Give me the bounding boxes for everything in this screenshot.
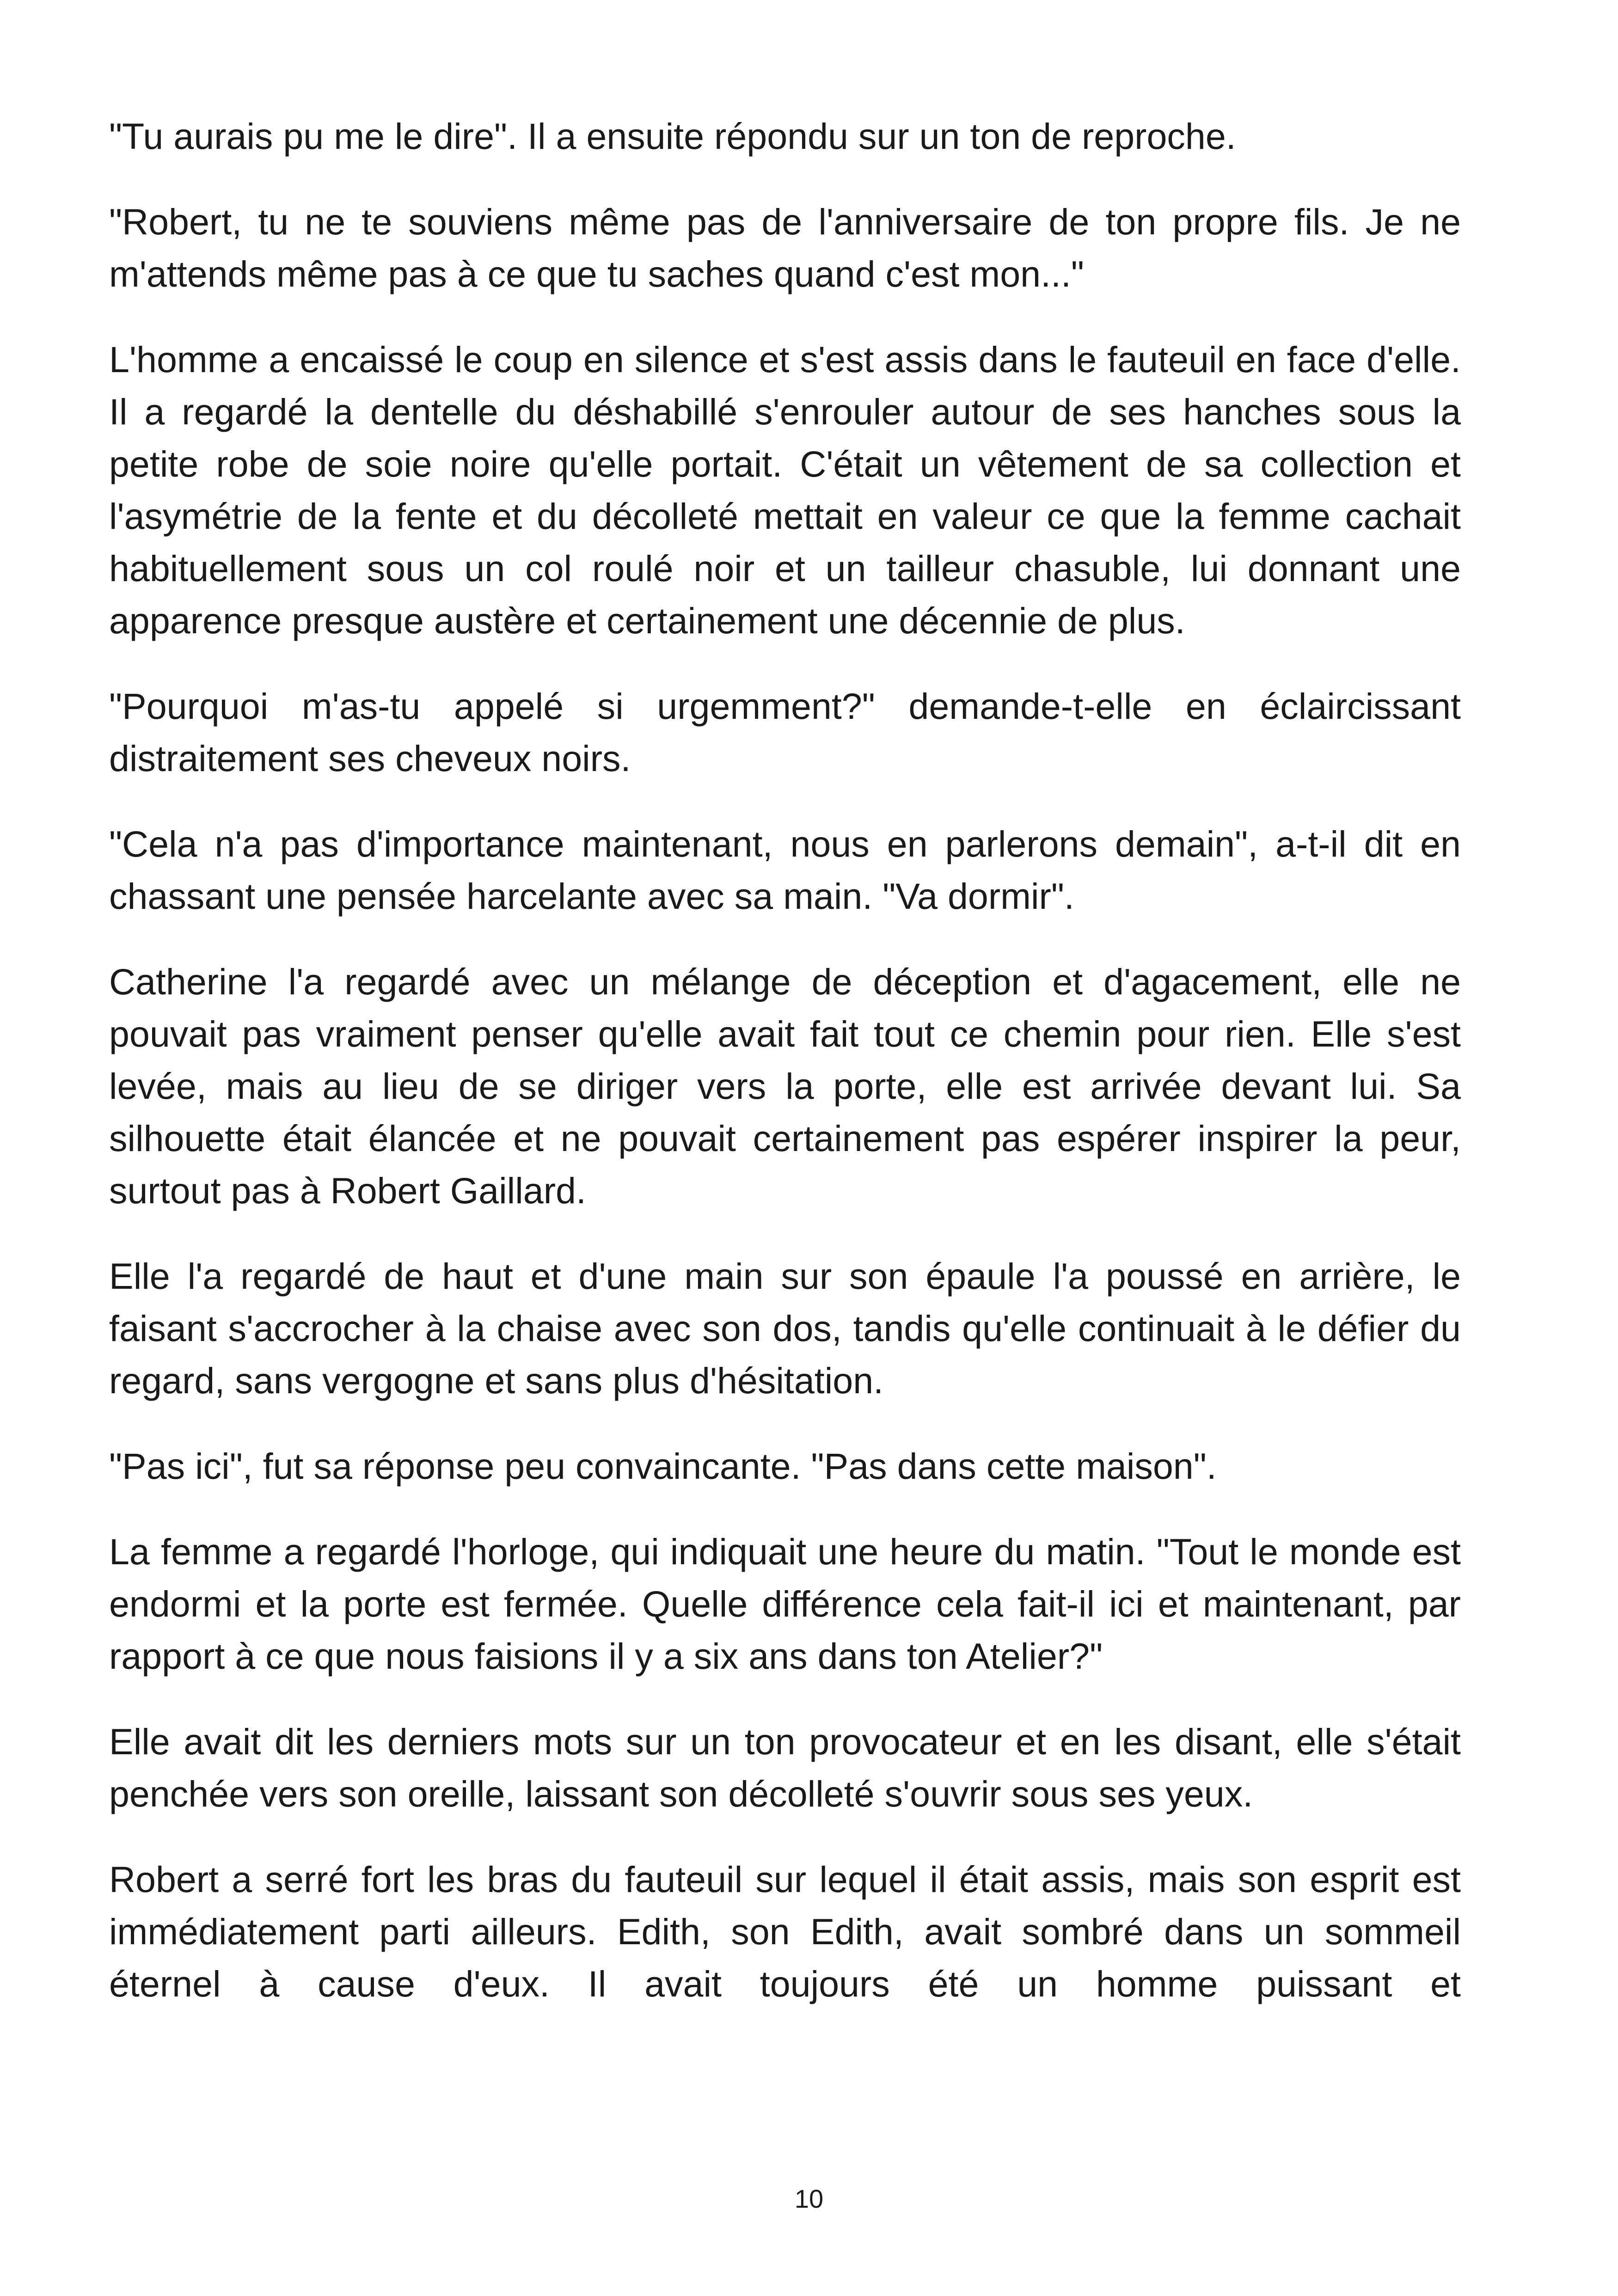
page-number: 10 xyxy=(794,2184,824,2213)
paragraph-8: "Pas ici", fut sa réponse peu convaincante. "Pas dans cette maison". xyxy=(109,1445,1217,1487)
paragraph-7: Elle l'a regardé de haut et d'une main sur son épaule l'a poussé en arrière, le faisant s'accrocher à la chaise avec son dos, tandis qu'elle continuait à le défier du regard, sans vergogne et sans plus d'hésitation. xyxy=(109,1255,1461,1401)
paragraph-5: "Cela n'a pas d'importance maintenant, nous en parlerons demain", a-t-il dit en chassant une pensée harcelante avec sa main. "Va dormir". xyxy=(109,823,1461,917)
paragraph-3: L'homme a encaissé le coup en silence et s'est assis dans le fauteuil en face d'elle. Il a regardé la dentelle du déshabillé s'enrouler autour de ses hanches sous la petite robe de soie noire qu'elle portait. C'était un vêtement de sa collection et l'asymétrie de la fente et du décolleté mettait en valeur ce que la femme cachait habituellement sous un col roulé noir et un tailleur chasuble, lui donnant une apparence presque austère et certainement une décennie de plus. xyxy=(109,339,1461,641)
paragraph-6: Catherine l'a regardé avec un mélange de déception et d'agacement, elle ne pouvait pas vraiment penser qu'elle avait fait tout ce chemin pour rien. Elle s'est levée, mais au lieu de se diriger vers la porte, elle est arrivée devant lui. Sa silhouette était élancée et ne pouvait certainement pas espérer inspirer la peur, surtout pas à Robert Gaillard. xyxy=(109,961,1461,1211)
paragraph-2: "Robert, tu ne te souviens même pas de l'anniversaire de ton propre fils. Je ne m'attends même pas à ce que tu saches quand c'est mon..." xyxy=(109,201,1461,294)
paragraph-10: Elle avait dit les derniers mots sur un ton provocateur et en les disant, elle s'était penchée vers son oreille, laissant son décolleté s'ouvrir sous ses yeux. xyxy=(109,1721,1461,1814)
paragraph-1: "Tu aurais pu me le dire". Il a ensuite répondu sur un ton de reproche. xyxy=(109,116,1236,157)
paragraph-4: "Pourquoi m'as-tu appelé si urgemment?" demande-t-elle en éclaircissant distraitement ses cheveux noirs. xyxy=(109,686,1461,779)
paragraph-11: Robert a serré fort les bras du fauteuil sur lequel il était assis, mais son esprit est immédiatement parti ailleurs. Edith, son Edith, avait sombré dans un sommeil éternel à cause d'eux. Il avait toujours été un homme puissant et xyxy=(109,1859,1461,2004)
page-body xyxy=(109,110,1461,2043)
paragraph-9: La femme a regardé l'horloge, qui indiquait une heure du matin. "Tout le monde est endormi et la porte est fermée. Quelle différence cela fait-il ici et maintenant, par rapport à ce que nous faisions il y a six ans dans ton Atelier?" xyxy=(109,1531,1461,1677)
